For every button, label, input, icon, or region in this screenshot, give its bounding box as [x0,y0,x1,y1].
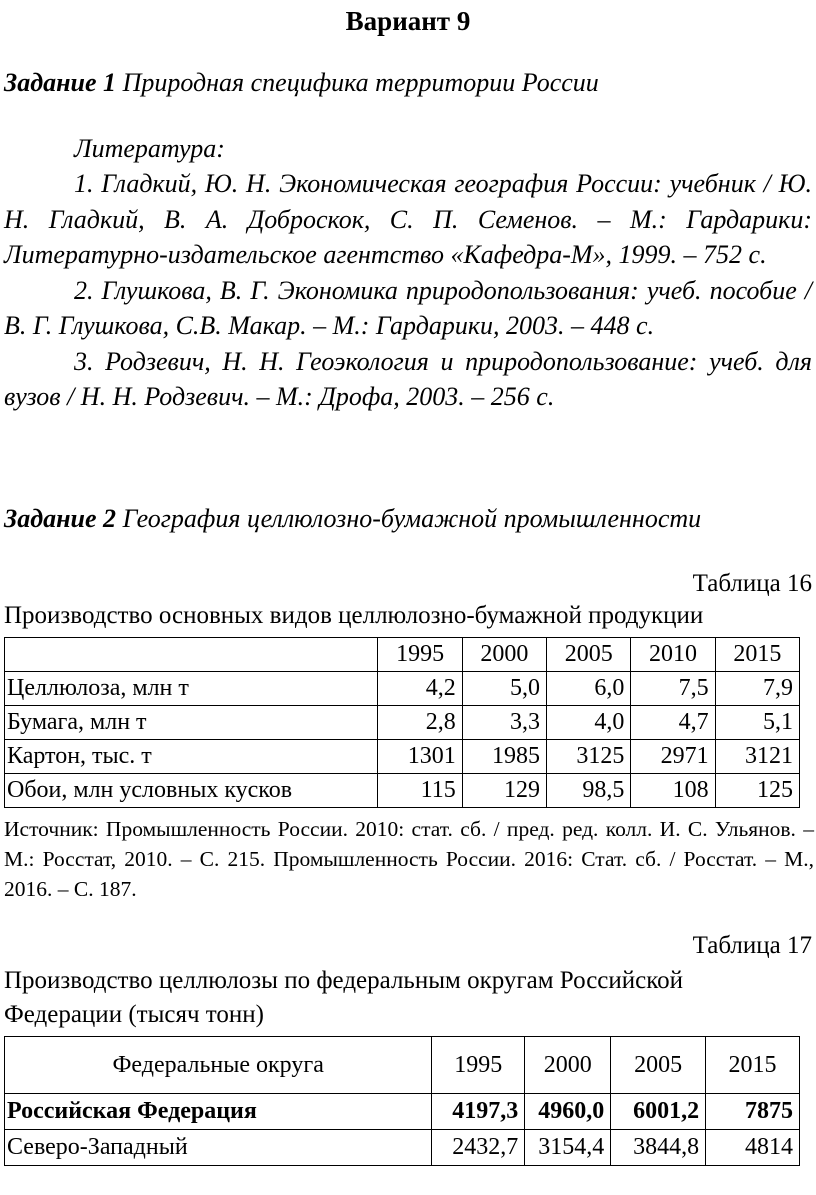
task-1-title: Природная специфика территории России [122,68,599,97]
table-cell: 7875 [706,1094,800,1130]
table-row [5,706,800,740]
table-cell: 4,7 [631,706,715,740]
table-row [5,1094,800,1130]
table-header-cell: 2015 [706,1037,800,1094]
table-cell: 4960,0 [525,1094,611,1130]
table-16-caption: Производство основных видов целлюлозно-бумажной продукции [4,602,704,629]
table-header-row [5,638,800,672]
table-17-number: Таблица 17 [692,932,812,959]
table-cell: 4,2 [378,672,462,706]
table-cell: Северо-Западный [5,1130,432,1166]
table-header-cell: 2000 [462,638,546,672]
table-cell: 3121 [715,740,799,774]
table-cell: 7,9 [715,672,799,706]
table-16-source [4,814,814,904]
table-cell: 6,0 [547,672,631,706]
task-1-heading [4,68,599,98]
table-16-number: Таблица 16 [692,570,812,597]
table-row [5,740,800,774]
literature-ref-1: 1. Гладкий, Ю. Н. Экономическая география России: учебник / Ю. Н. Гладкий, В. А. Доброскок, С. П. Семенов. – М.: Гардарики: Литературно-издательское агентство «Кафедра-М», 1999. – 752 с. [4,169,812,269]
task-2-heading [4,504,701,534]
table-cell: 2432,7 [432,1130,525,1166]
task-1-label: Задание 1 [4,68,117,97]
table-cell: 4,0 [547,706,631,740]
table-header-cell: 2000 [525,1037,611,1094]
table-cell: 98,5 [547,774,631,808]
task-2-label: Задание 2 [4,504,117,533]
literature-heading: Литература: [74,134,225,163]
table-17-caption: Производство целлюлозы по федеральным округам Российской Федерации (тысяч тонн) [4,967,684,1028]
table-cell: 5,0 [462,672,546,706]
table-cell: Бумага, млн т [5,706,378,740]
table-header-cell: 2010 [631,638,715,672]
table-cell: 2971 [631,740,715,774]
table-header-cell: 1995 [378,638,462,672]
table-header-cell: Федеральные округа [5,1037,432,1094]
table-16 [4,637,800,808]
table-cell: 108 [631,774,715,808]
variant-title: Вариант 9 [345,6,471,36]
literature-list [4,166,812,415]
source-text: Источник: Промышленность России. 2010: стат. сб. / пред. ред. колл. И. С. Ульянов. – М.: Росстат, 2010. – С. 215. Промышленность России. 2016: Стат. сб. / Росстат. – М., 2016. – С. 187. [4,817,814,901]
table-header-row [5,1037,800,1094]
literature-ref-3: 3. Родзевич, Н. Н. Геоэкология и природопользование: учеб. для вузов / Н. Н. Родзевич. – М.: Дрофа, 2003. – 256 с. [4,346,812,411]
table-cell: 3,3 [462,706,546,740]
table-row [5,672,800,706]
table-cell: 3844,8 [611,1130,706,1166]
table-cell: 1301 [378,740,462,774]
table-cell: Российская Федерация [5,1094,432,1130]
table-cell: 129 [462,774,546,808]
task-2-title: География целлюлозно-бумажной промышленности [122,504,702,533]
table-cell: Картон, тыс. т [5,740,378,774]
literature-ref-2: 2. Глушкова, В. Г. Экономика природопользования: учеб. пособие / В. Г. Глушкова, С.В. Макар. – М.: Гардарики, 2003. – 448 с. [4,275,812,340]
table-cell: 1985 [462,740,546,774]
table-header-cell: 2005 [611,1037,706,1094]
table-cell: 7,5 [631,672,715,706]
table-row [5,774,800,808]
table-cell: Целлюлоза, млн т [5,672,378,706]
table-header-cell: 2015 [715,638,799,672]
table-cell: 115 [378,774,462,808]
table-cell: 4814 [706,1130,800,1166]
table-cell: 5,1 [715,706,799,740]
table-header-cell [5,638,378,672]
table-cell: 125 [715,774,799,808]
table-cell: 6001,2 [611,1094,706,1130]
table-row [5,1130,800,1166]
table-17 [4,1036,800,1166]
table-header-cell: 2005 [547,638,631,672]
table-header-cell: 1995 [432,1037,525,1094]
table-cell: 2,8 [378,706,462,740]
table-cell: Обои, млн условных кусков [5,774,378,808]
table-cell: 3125 [547,740,631,774]
table-cell: 4197,3 [432,1094,525,1130]
table-cell: 3154,4 [525,1130,611,1166]
